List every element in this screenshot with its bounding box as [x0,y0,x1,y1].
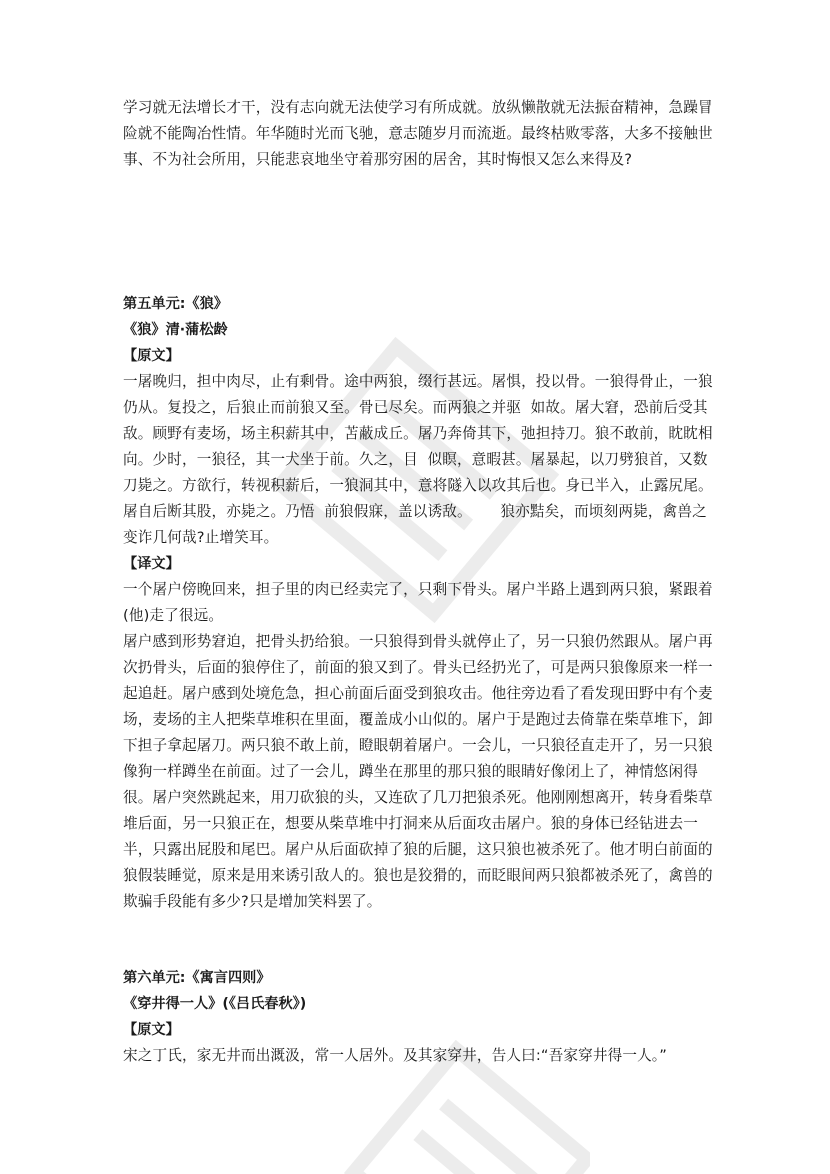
unit5-original-label: 【原文】 [123,348,180,364]
unit5-original-text: 一屠晚归，担中肉尽，止有剩骨。途中两狼，缀行甚远。屠惧，投以骨。一狼得骨止，一狼仍从。复投之，后狼止而前狼又至。骨已尽矣。而两狼之并驱 如故。屠大窘，恐前后受其敌。顾野有麦场，场主积薪其中，苫蔽成丘。屠乃奔倚其下，弛担持刀。狼不敢前，眈眈相向。少时，一狼径，其一犬坐于前。久之，目 似瞑，意暇甚。屠暴起，以刀劈狼首，又数刀毙之。方欲行，转视积薪后，一狼洞其中，意将隧入以攻其后也。身已半入，止露尻尾。屠自后断其股，亦毙之。乃悟 前狼假寐，盖以诱敌。 狼亦黠矣，而顷刻两毙，禽兽之变诈几何哉?止增笑耳。 [123,373,713,546]
unit6-original-text: 宋之丁氏，家无井而出溉汲，常一人居外。及其家穿井，告人曰:“吾家穿井得一人。” [123,1047,667,1064]
intro-section [123,95,715,173]
unit6-original-label: 【原文】 [123,1022,180,1038]
unit5-section [123,291,715,915]
unit6-title: 第六单元:《寓言四则》 [123,970,271,986]
unit5-work-title: 《狼》清·蒲松龄 [123,322,228,338]
unit6-work-title: 《穿井得一人》(《吕氏春秋》) [123,996,307,1012]
unit5-title: 第五单元:《狼》 [123,296,228,312]
unit5-translation-paragraph-2: 屠户感到形势窘迫，把骨头扔给狼。一只狼得到骨头就停止了，另一只狼仍然跟从。屠户再次扔骨头，后面的狼停住了，前面的狼又到了。骨头已经扔光了，可是两只狼像原来一样一起追赶。屠户感到处境危急，担心前面后面受到狼攻击。他往旁边看了看发现田野中有个麦场，麦场的主人把柴草堆积在里面，覆盖成小山似的。屠户于是跑过去倚靠在柴草堆下，卸下担子拿起屠刀。两只狼不敢上前，瞪眼朝着屠户。一会儿，一只狼径直走开了，另一只狼像狗一样蹲坐在前面。过了一会儿，蹲坐在那里的那只狼的眼睛好像闭上了，神情悠闲得很。屠户突然跳起来，用刀砍狼的头，又连砍了几刀把狼杀死。他刚刚想离开，转身看柴草堆后面，另一只狼正在，想要从柴草堆中打洞来从后面攻击屠户。狼的身体已经钻进去一半，只露出屁股和尾巴。屠户从后面砍掉了狼的后腿，这只狼也被杀死了。他才明白前面的狼假装睡觉，原来是用来诱引敌人的。狼也是狡猾的，而眨眼间两只狼都被杀死了，禽兽的欺骗手段能有多少?只是增加笑料罢了。 [123,633,713,910]
intro-paragraph: 学习就无法增长才干，没有志向就无法使学习有所成就。放纵懒散就无法振奋精神，急躁冒险就不能陶冶性情。年华随时光而飞驰，意志随岁月而流逝。最终枯败零落，大多不接触世事、不为社会所用，只能悲哀地坐守着那穷困的居舍，其时悔恨又怎么来得及? [123,99,713,168]
unit5-translation-label: 【译文】 [123,556,180,572]
unit5-translation-paragraph-1: 一个屠户傍晚回来，担子里的肉已经卖完了，只剩下骨头。屠户半路上遇到两只狼，紧跟着(他)走了很远。 [123,581,713,624]
unit6-section [123,965,715,1069]
